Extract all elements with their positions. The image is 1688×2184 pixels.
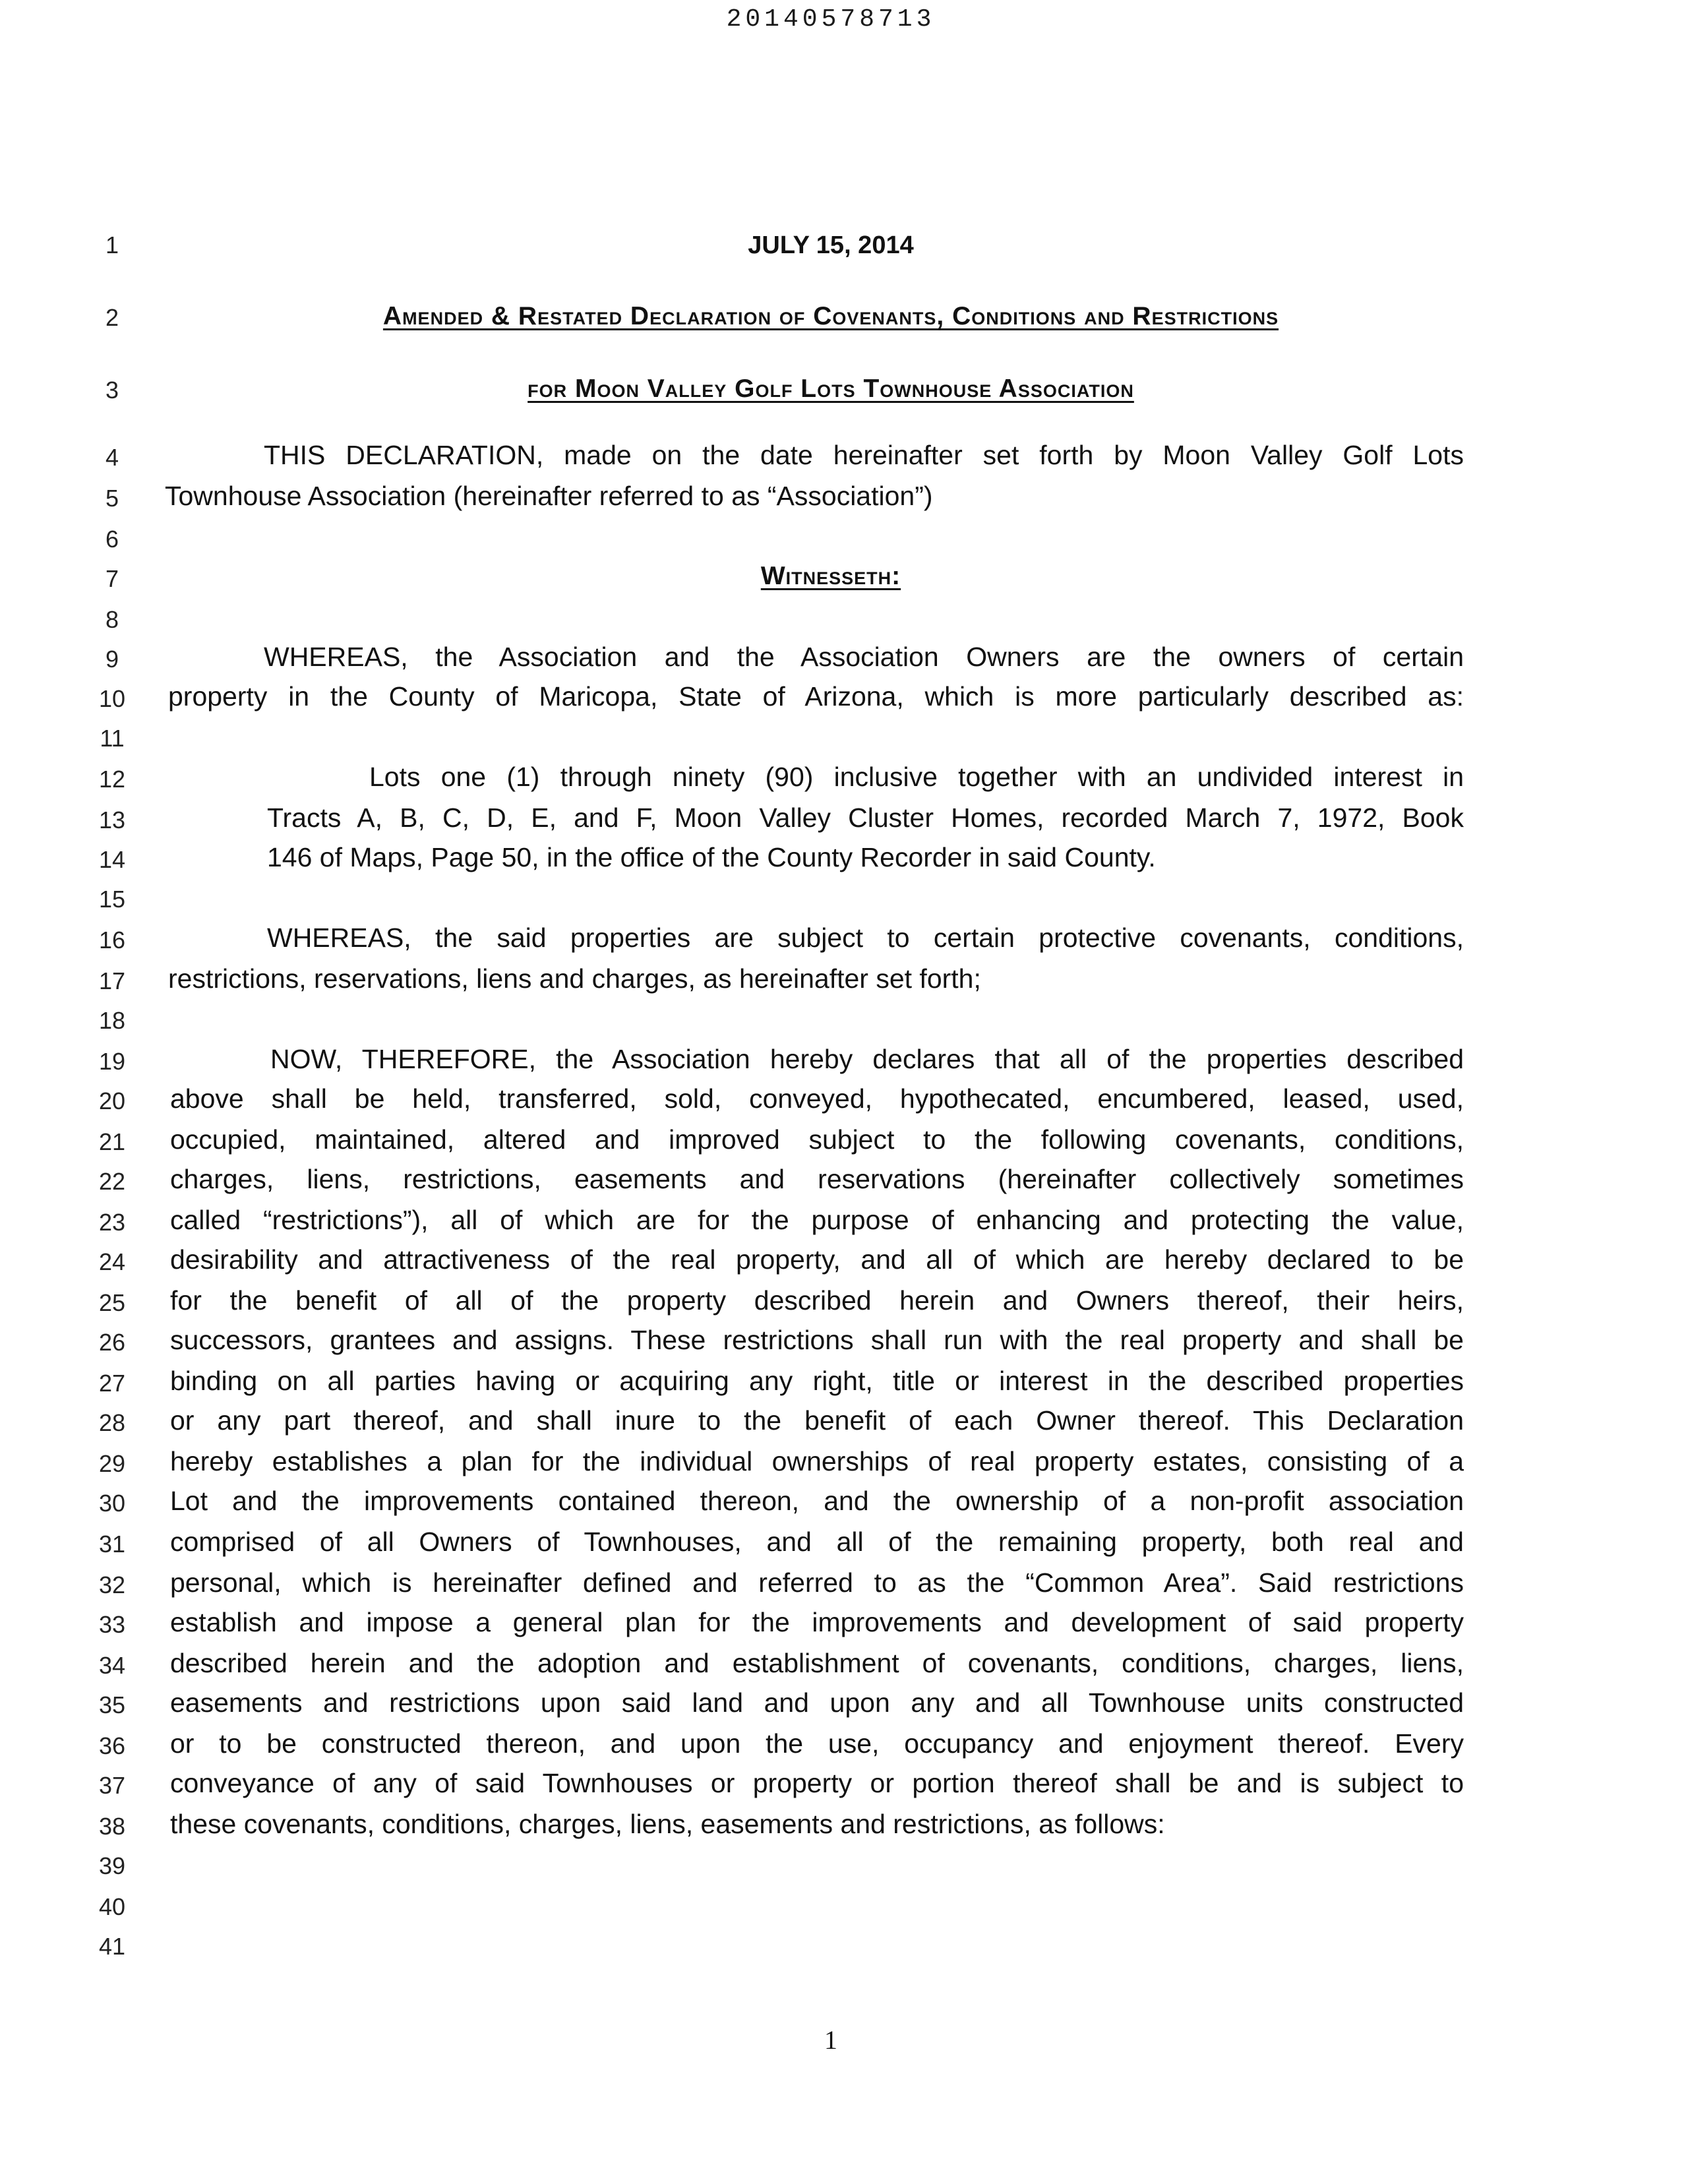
legal-description-line: 146 of Maps, Page 50, in the office of the County Recorder in said County. <box>267 842 1156 872</box>
paragraph-line: hereby establishes a plan for the individual ownerships of real property estates, consisting of a <box>170 1446 1464 1476</box>
paragraph-line: NOW, THEREFORE, the Association hereby declares that all of the properties described <box>270 1044 1464 1074</box>
line-number: 32 <box>98 1571 126 1598</box>
line-number: 30 <box>98 1490 126 1517</box>
whereas-line: WHEREAS, the Association and the Association Owners are the owners of certain <box>264 642 1464 672</box>
line-number: 3 <box>105 377 119 404</box>
paragraph-line: occupied, maintained, altered and improved subject to the following covenants, conditions, <box>170 1124 1464 1155</box>
document-subtitle: for Moon Valley Golf Lots Townhouse Association <box>528 375 1134 403</box>
line-number: 4 <box>105 444 119 471</box>
line-number: 34 <box>98 1652 126 1679</box>
line-number: 40 <box>98 1893 126 1920</box>
line-number: 31 <box>98 1531 126 1558</box>
line-number: 16 <box>98 926 126 954</box>
line-number: 35 <box>98 1691 126 1718</box>
line-number: 29 <box>98 1450 126 1477</box>
line-number: 8 <box>105 606 119 633</box>
paragraph-line: or to be constructed thereon, and upon the use, occupancy and enjoyment thereof. Every <box>170 1728 1464 1759</box>
line-number: 39 <box>98 1852 126 1879</box>
paragraph-line: for the benefit of all of the property described herein and Owners thereof, their heirs, <box>170 1285 1464 1316</box>
whereas-line: restrictions, reservations, liens and charges, as hereinafter set forth; <box>168 963 981 994</box>
paragraph-line: above shall be held, transferred, sold, conveyed, hypothecated, encumbered, leased, used, <box>170 1083 1464 1114</box>
document-title: Amended & Restated Declaration of Covenants, Conditions and Restrictions <box>382 302 1279 330</box>
line-number: 28 <box>98 1409 126 1436</box>
witnesseth-heading: Witnesseth: <box>760 562 901 590</box>
line-number: 17 <box>98 967 126 994</box>
paragraph-line: or any part thereof, and shall inure to the benefit of each Owner thereof. This Declaration <box>170 1405 1464 1436</box>
paragraph-line: described herein and the adoption and establishment of covenants, conditions, charges, liens, <box>170 1648 1464 1678</box>
intro-line: THIS DECLARATION, made on the date hereinafter set forth by Moon Valley Golf Lots <box>264 440 1464 470</box>
paragraph-line: called “restrictions”), all of which are for the purpose of enhancing and protecting the value, <box>170 1205 1464 1235</box>
line-number: 15 <box>98 886 126 913</box>
paragraph-line: binding on all parties having or acquiring any right, title or interest in the described properties <box>170 1366 1464 1396</box>
line-number: 10 <box>98 685 126 712</box>
whereas-line: property in the County of Maricopa, State of Arizona, which is more particularly described as: <box>168 681 1464 712</box>
document-date: JULY 15, 2014 <box>748 231 914 259</box>
line-number: 23 <box>98 1209 126 1236</box>
line-number: 18 <box>98 1007 126 1034</box>
line-number: 14 <box>98 846 126 873</box>
line-number: 7 <box>105 565 119 592</box>
paragraph-line: charges, liens, restrictions, easements and reservations (hereinafter collectively sometimes <box>170 1164 1464 1194</box>
paragraph-line: personal, which is hereinafter defined and referred to as the “Common Area”. Said restrictions <box>170 1567 1464 1598</box>
line-number: 36 <box>98 1732 126 1759</box>
line-number: 5 <box>105 485 119 512</box>
paragraph-line: easements and restrictions upon said land and upon any and all Townhouse units constructed <box>170 1687 1464 1718</box>
line-number: 13 <box>98 806 126 834</box>
intro-line: Townhouse Association (hereinafter referred to as “Association”) <box>165 481 933 511</box>
page-number: 1 <box>824 2025 837 2055</box>
line-number: 33 <box>98 1611 126 1638</box>
line-number: 21 <box>98 1128 126 1155</box>
line-number: 26 <box>98 1329 126 1356</box>
whereas-line: WHEREAS, the said properties are subject to certain protective covenants, conditions, <box>267 923 1464 953</box>
legal-description-line: Lots one (1) through ninety (90) inclusive together with an undivided interest in <box>369 762 1464 792</box>
line-number: 20 <box>98 1087 126 1114</box>
line-number: 41 <box>98 1933 126 1960</box>
legal-description-line: Tracts A, B, C, D, E, and F, Moon Valley Cluster Homes, recorded March 7, 1972, Book <box>267 803 1464 833</box>
paragraph-line: conveyance of any of said Townhouses or property or portion thereof shall be and is subject to <box>170 1768 1464 1798</box>
line-number: 19 <box>98 1048 126 1075</box>
line-number: 25 <box>98 1289 126 1316</box>
line-number: 11 <box>100 725 125 752</box>
recording-number: 20140578713 <box>726 5 936 34</box>
line-number: 22 <box>98 1168 126 1195</box>
line-number: 24 <box>98 1248 126 1275</box>
paragraph-line: desirability and attractiveness of the real property, and all of which are hereby declared to be <box>170 1244 1464 1275</box>
paragraph-line: Lot and the improvements contained thereon, and the ownership of a non-profit association <box>170 1486 1464 1516</box>
line-number: 38 <box>98 1813 126 1840</box>
line-number: 27 <box>98 1370 126 1397</box>
paragraph-line: these covenants, conditions, charges, liens, easements and restrictions, as follows: <box>170 1809 1165 1839</box>
line-number: 1 <box>105 231 119 258</box>
line-number: 9 <box>105 646 119 673</box>
line-number: 12 <box>98 766 126 793</box>
line-number: 6 <box>105 526 119 553</box>
line-number: 2 <box>105 304 119 331</box>
paragraph-line: successors, grantees and assigns. These restrictions shall run with the real property and shall be <box>170 1325 1464 1355</box>
paragraph-line: comprised of all Owners of Townhouses, and all of the remaining property, both real and <box>170 1527 1464 1557</box>
line-number: 37 <box>98 1772 126 1799</box>
paragraph-line: establish and impose a general plan for the improvements and development of said property <box>170 1607 1464 1637</box>
